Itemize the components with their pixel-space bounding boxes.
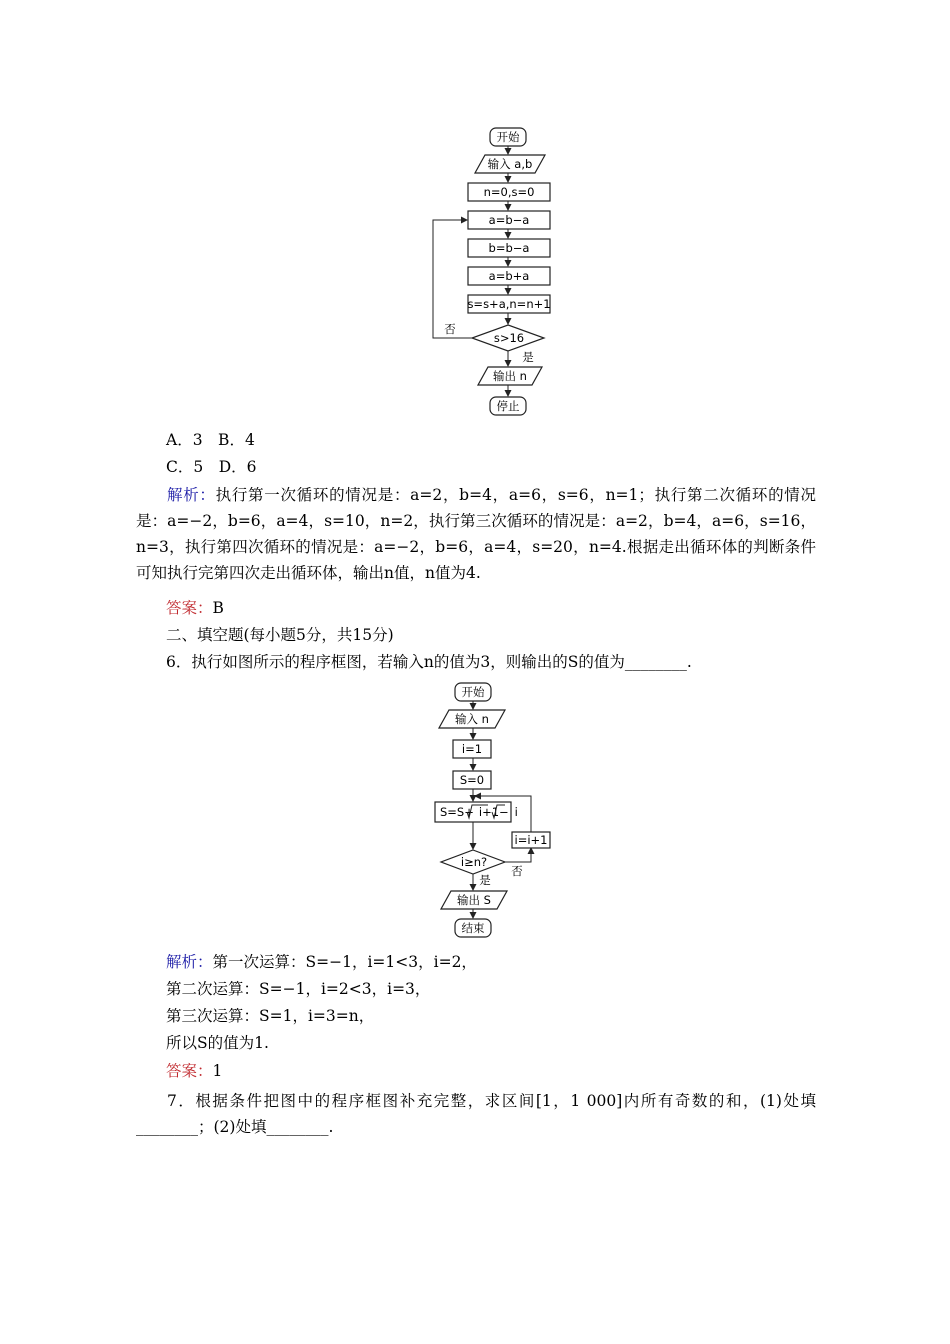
step1-label: a=b−a: [488, 213, 530, 227]
q7-question: 7．根据条件把图中的程序框图补充完整，求区间[1，1 000]内所有奇数的和，(1)处填________；(2)处填________.: [136, 1092, 816, 1136]
input-label: 输入 a,b: [487, 157, 533, 171]
flowchart-2: [425, 678, 565, 943]
analysis-text: 执行第一次循环的情况是：a=2，b=4，a=6，s=6，n=1；执行第二次循环的情况是：a=−2，b=6，a=4，s=10，n=2，执行第三次循环的情况是：a=2，b=4，a=6，s=16，n=3，执行第四次循环的情况是：a=−2，b=6，a=4，s=20，n=4.根据走出循环体的判断条件可知执行完第四次走出循环体，输出n值，n值为4.: [136, 486, 816, 582]
input-label: 输入 n: [455, 712, 489, 726]
step4-label: s=s+a,n=n+1: [467, 297, 551, 311]
analysis-text-1: 第一次运算：S=−1，i=1<3，i=2，: [212, 953, 477, 971]
q5-analysis: [136, 482, 816, 586]
q6-analysis-line3: 第三次运算：S=1，i=3=n，: [166, 1007, 375, 1025]
section-title: 二、填空题(每小题5分，共15分): [166, 626, 394, 644]
output-label: 输出 S: [457, 893, 491, 907]
step3-label: a=b+a: [488, 269, 530, 283]
q6-analysis-line4: 所以S的值为1.: [166, 1034, 269, 1052]
increment-label: i=i+1: [514, 833, 548, 847]
start-label: 开始: [461, 685, 485, 699]
answer-label: 答案：: [166, 1062, 213, 1080]
end-label: 结束: [461, 921, 485, 935]
q6-analysis-line1: [166, 952, 477, 972]
yes-label: 是: [479, 873, 491, 887]
output-label: 输出 n: [493, 369, 527, 383]
update-s-label: [440, 805, 518, 819]
stop-label: 停止: [496, 399, 520, 413]
init-i-label: i=1: [461, 742, 483, 756]
decision-label: i≥n?: [460, 855, 488, 869]
no-branch-line: [505, 848, 531, 862]
no-label: 否: [511, 864, 523, 878]
update-s-rad2: i: [514, 805, 518, 819]
yes-label: 是: [522, 350, 534, 364]
no-label: 否: [444, 322, 456, 336]
update-s-rad1: i+1: [478, 805, 500, 819]
step2-label: b=b−a: [488, 241, 530, 255]
analysis-label: 解析：: [167, 486, 216, 504]
answer-value: B: [212, 599, 224, 617]
flowchart-1: [420, 120, 580, 425]
decision-label: s>16: [493, 331, 525, 345]
start-label: 开始: [496, 130, 520, 144]
update-s-minus: −: [499, 805, 509, 819]
analysis-label: 解析：: [166, 953, 213, 971]
q5-options-row1: A．3 B．4: [166, 431, 255, 449]
init-s-label: S=0: [459, 773, 485, 787]
init-label: n=0,s=0: [483, 185, 535, 199]
update-s-prefix: S=S+: [440, 805, 474, 819]
q6-question: 6．执行如图所示的程序框图，若输入n的值为3，则输出的S的值为________.: [166, 653, 692, 671]
answer-label: 答案：: [166, 599, 213, 617]
no-loop-line: [433, 220, 472, 338]
q6-answer: [166, 1061, 222, 1081]
q5-answer: [166, 598, 224, 618]
q5-options-row2: C．5 D．6: [166, 458, 257, 476]
q6-analysis-line2: 第二次运算：S=−1，i=2<3，i=3，: [166, 980, 431, 998]
answer-value: 1: [212, 1062, 223, 1080]
